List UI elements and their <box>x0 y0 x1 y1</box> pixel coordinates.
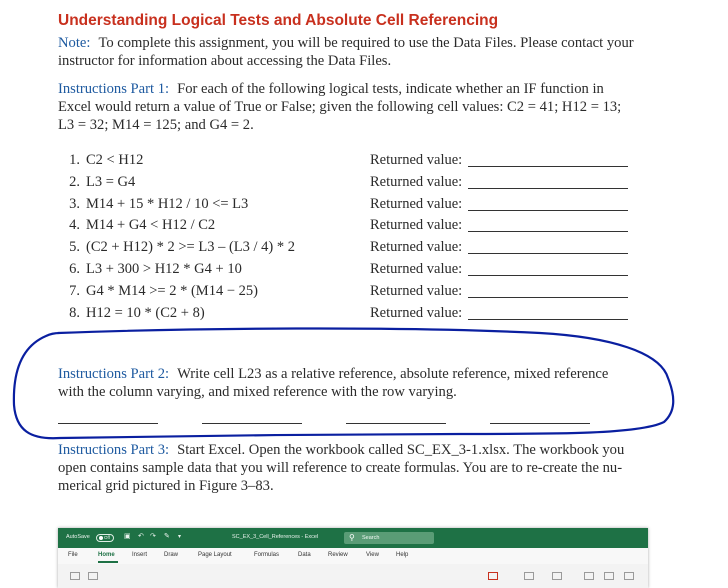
test-number: 4. <box>69 217 80 234</box>
part2-line-2: with the column varying, and mixed reference with the row varying. <box>58 384 457 400</box>
table-icon[interactable] <box>524 572 534 580</box>
returned-value-label: Returned value: <box>370 152 463 168</box>
test-item-7 <box>66 281 636 303</box>
test-item-4 <box>66 215 636 237</box>
ribbon-tabs <box>58 548 648 564</box>
test-number: 2. <box>69 173 80 190</box>
answer-blank-absolute <box>202 423 302 424</box>
autosave-toggle-state: Off <box>104 534 110 540</box>
test-expression: L3 + 300 > H12 * G4 + 10 <box>86 260 242 277</box>
part1-line-3: L3 = 32; M14 = 125; and G4 = 2. <box>58 117 254 133</box>
note-paragraph <box>58 34 658 70</box>
part3-line-1: Start Excel. Open the workbook called SC_EX_3-1.xlsx. The workbook you <box>177 442 625 458</box>
search-placeholder: Search <box>362 535 380 541</box>
active-tab-indicator <box>98 561 118 563</box>
test-item-5 <box>66 237 636 259</box>
test-item-3 <box>66 194 636 216</box>
test-expression: G4 * M14 >= 2 * (M14 − 25) <box>86 282 258 299</box>
part1-line-1: For each of the following logical tests, indicate whether an IF function in <box>177 81 604 97</box>
document-title: SC_EX_3_Cell_References - Excel <box>232 534 319 540</box>
returned-value-label: Returned value: <box>370 217 463 234</box>
test-expression: (C2 + H12) * 2 >= L3 – (L3 / 4) * 2 <box>86 239 295 256</box>
returned-value-label: Returned value: <box>370 239 463 256</box>
answer-blank <box>468 253 628 254</box>
returned-value-label: Returned value: <box>370 173 463 190</box>
note-line-1: To complete this assignment, you will be required to use the Data Files. Please contact your <box>98 35 634 51</box>
part3-line-2: open contains sample data that you will reference to create formulas. You are to re-create the nu- <box>58 460 623 476</box>
test-expression: M14 + 15 * H12 / 10 <= L3 <box>86 195 249 212</box>
tab-page-layout[interactable]: Page Layout <box>198 552 232 558</box>
test-item-1 <box>66 150 636 172</box>
part2-label: Instructions Part 2: <box>58 366 170 382</box>
tab-data[interactable]: Data <box>298 552 311 558</box>
cell-styles-icon[interactable] <box>552 572 562 580</box>
part3-paragraph <box>58 441 658 495</box>
test-expression: M14 + G4 < H12 / C2 <box>86 217 216 234</box>
answer-blank <box>468 297 628 298</box>
excel-title-bar <box>58 528 648 548</box>
test-number: 3. <box>69 195 80 212</box>
delete-cells-icon[interactable] <box>604 572 614 580</box>
tab-help[interactable]: Help <box>396 552 409 558</box>
test-number: 1. <box>69 152 80 168</box>
part2-paragraph <box>58 365 658 401</box>
insert-cells-icon[interactable] <box>584 572 594 580</box>
paste-icon[interactable] <box>70 572 80 580</box>
test-number: 7. <box>69 282 80 299</box>
answer-blank-mixed-row <box>490 423 590 424</box>
tab-draw[interactable]: Draw <box>164 552 179 558</box>
tab-review[interactable]: Review <box>328 552 348 558</box>
test-number: 5. <box>69 239 80 256</box>
tab-insert[interactable]: Insert <box>132 552 148 558</box>
logical-tests-list <box>66 150 636 324</box>
part1-paragraph <box>58 80 658 134</box>
answer-blank-mixed-column <box>346 423 446 424</box>
answer-blank <box>468 210 628 211</box>
search-box[interactable] <box>344 532 434 544</box>
answer-blank <box>468 231 628 232</box>
part1-line-2: Excel would return a value of True or False; given the following cell values: C2 = 41; H12 = 13; <box>58 99 622 115</box>
search-icon: ⚲ <box>349 533 355 542</box>
answer-blank-relative <box>58 423 158 424</box>
test-number: 6. <box>69 260 80 277</box>
conditional-format-icon[interactable] <box>488 572 498 580</box>
answer-blank <box>468 188 628 189</box>
page-title: Understanding Logical Tests and Absolute Cell Referencing <box>58 12 499 29</box>
brush-icon[interactable]: ✎ <box>164 533 170 540</box>
test-number: 8. <box>69 304 80 321</box>
note-label: Note: <box>58 35 91 51</box>
autosave-label: AutoSave <box>66 534 90 540</box>
toggle-knob <box>99 536 103 540</box>
test-item-6 <box>66 259 636 281</box>
answer-blank <box>468 275 628 276</box>
returned-value-label: Returned value: <box>370 282 463 299</box>
tab-view[interactable]: View <box>366 552 379 558</box>
format-painter-icon[interactable] <box>88 572 98 580</box>
undo-icon[interactable]: ↶ <box>138 533 144 540</box>
part3-label: Instructions Part 3: <box>58 442 170 458</box>
answer-blank <box>468 319 628 320</box>
tab-formulas[interactable]: Formulas <box>254 552 280 558</box>
excel-window-screenshot <box>58 528 648 588</box>
tab-file[interactable]: File <box>68 552 78 558</box>
tab-home[interactable]: Home <box>98 552 115 558</box>
save-icon[interactable]: ▣ <box>124 533 131 540</box>
returned-value-label: Returned value: <box>370 195 463 212</box>
format-cells-icon[interactable] <box>624 572 634 580</box>
ribbon-toolbar <box>58 564 648 588</box>
test-expression: L3 = G4 <box>86 173 136 190</box>
test-item-8 <box>66 303 636 325</box>
part2-line-1: Write cell L23 as a relative reference, absolute reference, mixed reference <box>177 366 609 382</box>
note-line-2: instructor for information about accessing the Data Files. <box>58 53 392 69</box>
test-expression: C2 < H12 <box>86 152 144 168</box>
part3-line-3: merical grid pictured in Figure 3–83. <box>58 478 274 494</box>
returned-value-label: Returned value: <box>370 260 463 277</box>
answer-blank <box>468 166 628 167</box>
test-item-2 <box>66 172 636 194</box>
returned-value-label: Returned value: <box>370 304 463 321</box>
test-expression: H12 = 10 * (C2 + 8) <box>86 304 205 321</box>
chevron-down-icon[interactable]: ▾ <box>178 534 182 540</box>
part1-label: Instructions Part 1: <box>58 81 170 97</box>
redo-icon[interactable]: ↷ <box>150 533 156 540</box>
